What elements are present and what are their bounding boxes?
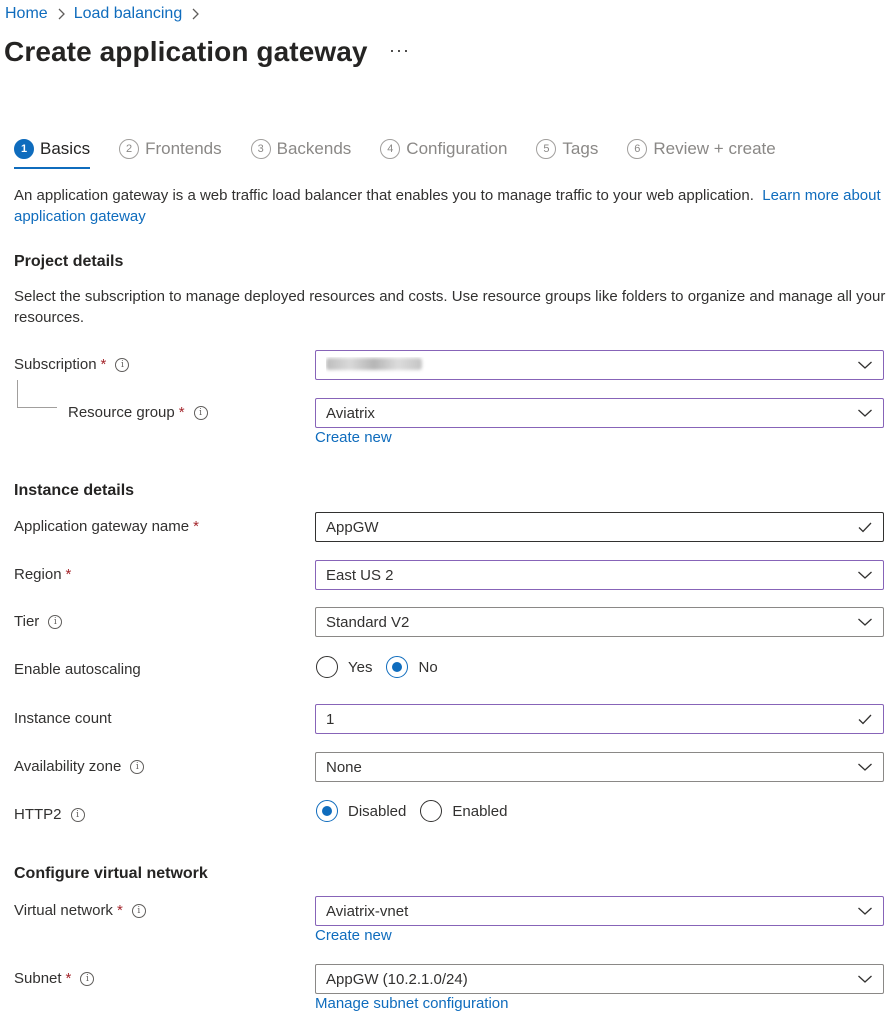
resource-group-value: Aviatrix bbox=[326, 404, 375, 422]
resource-group-label bbox=[68, 404, 208, 421]
autoscaling-yes-radio[interactable] bbox=[316, 656, 372, 678]
chevron-down-icon bbox=[857, 759, 873, 775]
instance-count-input[interactable] bbox=[315, 704, 884, 734]
wizard-tabs bbox=[14, 137, 805, 161]
intro-description bbox=[14, 185, 886, 227]
instance-details-heading: Instance details bbox=[14, 482, 135, 499]
subnet-label-text: Subnet bbox=[14, 970, 62, 987]
radio-circle bbox=[420, 800, 442, 822]
radio-label: No bbox=[418, 658, 438, 676]
breadcrumb-home-link[interactable]: Home bbox=[5, 5, 48, 22]
configure-vnet-heading: Configure virtual network bbox=[14, 865, 208, 882]
virtual-network-value: Aviatrix-vnet bbox=[326, 902, 409, 920]
autoscaling-label bbox=[14, 661, 141, 678]
info-icon[interactable]: i bbox=[194, 406, 208, 420]
tab-frontends[interactable] bbox=[119, 137, 222, 161]
required-asterisk: * bbox=[100, 356, 107, 373]
radio-label: Enabled bbox=[452, 802, 508, 820]
manage-subnet-link[interactable]: Manage subnet configuration bbox=[315, 995, 509, 1012]
info-icon[interactable]: i bbox=[130, 760, 144, 774]
availability-zone-value: None bbox=[326, 758, 362, 776]
chevron-down-icon bbox=[857, 357, 873, 373]
info-icon[interactable]: i bbox=[48, 615, 62, 629]
tree-connector bbox=[17, 380, 57, 408]
step-number-badge: 3 bbox=[251, 139, 271, 159]
radio-circle bbox=[316, 656, 338, 678]
http2-disabled-radio[interactable] bbox=[316, 800, 406, 822]
info-icon[interactable]: i bbox=[132, 904, 146, 918]
radio-label: Yes bbox=[348, 658, 373, 676]
instance-count-label bbox=[14, 710, 112, 727]
info-icon[interactable]: i bbox=[80, 972, 94, 986]
resource-group-label-text: Resource group bbox=[68, 404, 175, 421]
tab-backends[interactable] bbox=[251, 137, 352, 161]
info-icon[interactable]: i bbox=[71, 808, 85, 822]
subnet-label bbox=[14, 970, 94, 987]
instance-count-value: 1 bbox=[326, 710, 335, 728]
tab-label: Frontends bbox=[145, 139, 222, 158]
create-new-vnet-link[interactable]: Create new bbox=[315, 927, 392, 944]
http2-enabled-radio[interactable] bbox=[420, 800, 507, 822]
project-details-heading: Project details bbox=[14, 253, 124, 270]
info-icon[interactable]: i bbox=[115, 358, 129, 372]
chevron-down-icon bbox=[857, 971, 873, 987]
gateway-name-input[interactable] bbox=[315, 512, 884, 542]
breadcrumb-load-balancing-link[interactable]: Load balancing bbox=[73, 5, 183, 22]
subscription-label bbox=[14, 356, 129, 373]
tab-review-create[interactable] bbox=[627, 137, 775, 161]
tier-label bbox=[14, 613, 62, 630]
redacted-subscription bbox=[326, 358, 422, 370]
autoscaling-label-text: Enable autoscaling bbox=[14, 661, 141, 678]
availability-zone-label bbox=[14, 758, 144, 775]
gateway-name-label bbox=[14, 518, 199, 535]
required-asterisk: * bbox=[65, 970, 72, 987]
intro-text: An application gateway is a web traffic load balancer that enables you to manage traffic to your web application. bbox=[14, 187, 754, 204]
subscription-dropdown[interactable] bbox=[315, 350, 884, 380]
http2-label-text: HTTP2 bbox=[14, 806, 62, 823]
tab-label: Basics bbox=[40, 139, 91, 158]
chevron-right-icon bbox=[56, 8, 66, 20]
instance-count-label-text: Instance count bbox=[14, 710, 112, 727]
required-asterisk: * bbox=[65, 566, 72, 583]
step-number-badge: 5 bbox=[536, 139, 556, 159]
virtual-network-label-text: Virtual network bbox=[14, 902, 113, 919]
tab-label: Tags bbox=[562, 139, 599, 158]
required-asterisk: * bbox=[193, 518, 199, 535]
subscription-value bbox=[326, 357, 857, 374]
http2-radio-group bbox=[316, 799, 521, 823]
page-title: Create application gateway bbox=[4, 36, 368, 67]
availability-zone-label-text: Availability zone bbox=[14, 758, 122, 775]
chevron-down-icon bbox=[857, 903, 873, 919]
region-label-text: Region bbox=[14, 566, 62, 583]
availability-zone-dropdown[interactable] bbox=[315, 752, 884, 782]
tab-basics[interactable] bbox=[14, 137, 90, 161]
chevron-down-icon bbox=[857, 614, 873, 630]
tab-label: Configuration bbox=[406, 139, 508, 158]
project-details-description: Select the subscription to manage deployed resources and costs. Use resource groups like folders to organize and manage all your resources. bbox=[14, 288, 886, 326]
step-number-badge: 4 bbox=[380, 139, 400, 159]
tier-value: Standard V2 bbox=[326, 613, 410, 631]
checkmark-icon bbox=[857, 519, 873, 535]
subscription-label-text: Subscription bbox=[14, 356, 97, 373]
autoscaling-radio-group bbox=[316, 655, 452, 679]
virtual-network-dropdown[interactable] bbox=[315, 896, 884, 926]
step-number-badge: 6 bbox=[627, 139, 647, 159]
tier-dropdown[interactable] bbox=[315, 607, 884, 637]
region-label bbox=[14, 566, 71, 583]
subnet-dropdown[interactable] bbox=[315, 964, 884, 994]
more-options-button[interactable]: ··· bbox=[389, 40, 410, 60]
chevron-down-icon bbox=[857, 405, 873, 421]
radio-circle bbox=[386, 656, 408, 678]
chevron-right-icon bbox=[190, 8, 200, 20]
required-asterisk: * bbox=[178, 404, 185, 421]
subnet-value: AppGW (10.2.1.0/24) bbox=[326, 970, 468, 988]
resource-group-dropdown[interactable] bbox=[315, 398, 884, 428]
region-dropdown[interactable] bbox=[315, 560, 884, 590]
gateway-name-label-text: Application gateway name bbox=[14, 518, 190, 535]
step-number-badge: 2 bbox=[119, 139, 139, 159]
http2-label bbox=[14, 806, 85, 823]
tab-label: Backends bbox=[276, 139, 352, 158]
virtual-network-label bbox=[14, 902, 146, 919]
create-new-resource-group-link[interactable]: Create new bbox=[315, 429, 392, 446]
step-number-badge: 1 bbox=[14, 139, 34, 159]
autoscaling-no-radio[interactable] bbox=[386, 656, 437, 678]
tier-label-text: Tier bbox=[14, 613, 40, 630]
tab-label: Review + create bbox=[653, 139, 776, 158]
chevron-down-icon bbox=[857, 567, 873, 583]
breadcrumb bbox=[5, 3, 208, 25]
radio-label: Disabled bbox=[348, 802, 407, 820]
region-value: East US 2 bbox=[326, 566, 394, 584]
tab-tags[interactable] bbox=[536, 137, 598, 161]
radio-circle bbox=[316, 800, 338, 822]
tab-configuration[interactable] bbox=[380, 137, 507, 161]
gateway-name-value: AppGW bbox=[326, 518, 379, 536]
learn-more-link[interactable]: Learn more about application gateway bbox=[14, 187, 881, 225]
checkmark-icon bbox=[857, 711, 873, 727]
required-asterisk: * bbox=[116, 902, 123, 919]
